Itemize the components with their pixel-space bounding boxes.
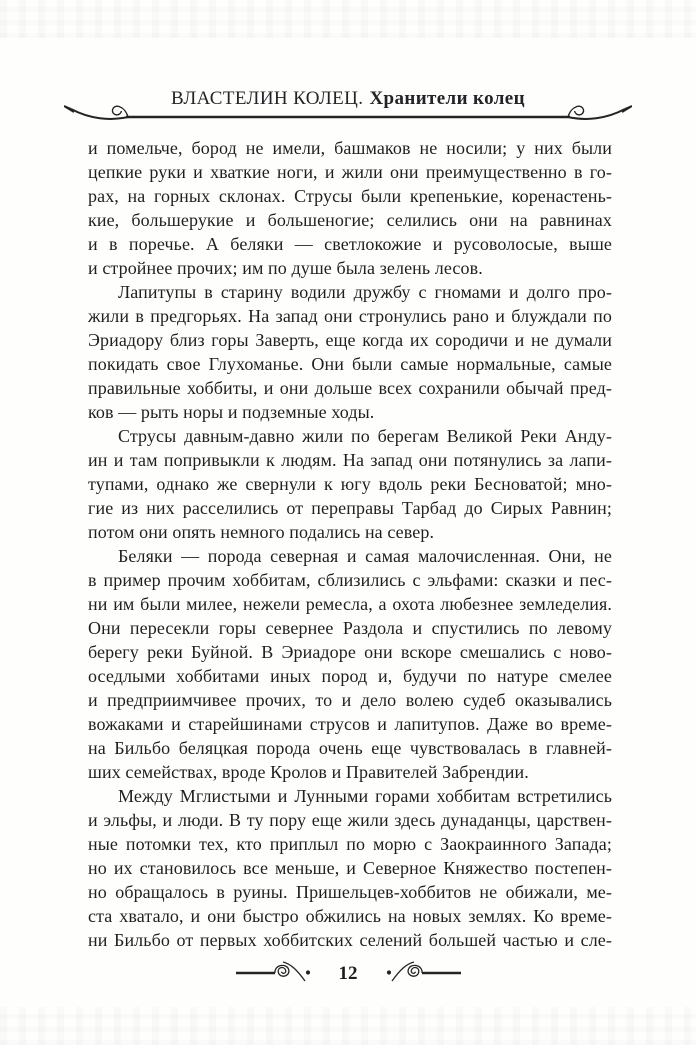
text-line: и в поречье. А беляки — светлокожие и русоволосые, выше xyxy=(88,234,612,254)
scan-noise-bottom xyxy=(0,1007,696,1045)
paragraph xyxy=(88,544,612,784)
text-line: вожаками и старейшинами струсов и лапитупов. Даже во време- xyxy=(88,714,612,734)
paragraph xyxy=(88,136,612,280)
text-line: цепкие руки и хваткие ноги, и жили они преимущественно в го- xyxy=(88,162,612,182)
text-line: оседлыми хоббитами иных пород и, будучи по натуре смелее xyxy=(88,666,612,686)
text-line: правильные хоббиты, и они дольше всех сохранили обычай пред- xyxy=(88,378,612,398)
text-line: и стройнее прочих; им по душе была зелень лесов. xyxy=(88,258,483,278)
text-line: рах, на горных склонах. Струсы были крепенькие, коренастень- xyxy=(88,186,612,206)
paragraph xyxy=(88,784,612,952)
text-line: тупами, однако же свернули к югу вдоль реки Бесноватой; мно- xyxy=(88,474,612,494)
page-footer xyxy=(0,956,696,992)
text-line: жили в предгорьях. На запад они стронулись рано и блуждали по xyxy=(88,306,612,326)
text-line: ков — рыть норы и подземные ходы. xyxy=(88,402,375,422)
text-line: ни им были милее, нежели ремесла, а охота любезнее земледелия. xyxy=(88,594,612,614)
scan-noise-top xyxy=(0,0,696,38)
series-title: ВЛАСТЕЛИН КОЛЕЦ. xyxy=(171,88,364,109)
text-line: Беляки — порода северная и самая малочисленная. Они, не xyxy=(118,546,612,566)
body-text xyxy=(88,136,612,952)
footer-flourish-left-icon xyxy=(234,956,326,992)
text-line: потом они опять немного подались на север. xyxy=(88,522,435,542)
text-line: гие из них расселились от переправы Тарбад до Сирых Равнин; xyxy=(88,498,612,518)
text-line: ших семействах, вроде Кролов и Правителей Забрендии. xyxy=(88,762,529,782)
text-line: Струсы давным-давно жили по берегам Великой Реки Анду- xyxy=(118,426,612,446)
text-line: ста хватало, и они быстро обжились на новых землях. Ко време- xyxy=(88,906,612,926)
text-line: и помельче, бород не имели, башмаков не носили; у них были xyxy=(88,138,612,158)
text-line: Между Мглистыми и Лунными горами хоббитам встретились xyxy=(118,786,612,806)
text-line: покидать свое Глухоманье. Они были самые нормальные, самые xyxy=(88,354,612,374)
text-line: Лапитупы в старину водили дружбу с гномами и долго про- xyxy=(118,282,612,302)
text-line: ин и там попривыкли к людям. На запад они потянулись за лапи- xyxy=(88,450,612,470)
header-flourish-rule-icon xyxy=(64,96,632,132)
paragraph xyxy=(88,280,612,424)
text-line: Они пересекли горы севернее Раздола и спустились по левому xyxy=(88,618,612,638)
text-line: но их становилось все меньше, и Северное Княжество постепен- xyxy=(88,858,612,878)
text-line: Эриадору близ горы Заверть, еще когда их сородичи и не думали xyxy=(88,330,612,350)
paragraph xyxy=(88,424,612,544)
text-line: на Бильбо беляцкая порода очень еще чувствовалась в главней- xyxy=(88,738,612,758)
text-line: ные потомки тех, кто приплыл по морю с Заокраинного Запада; xyxy=(88,834,612,854)
page-number: 12 xyxy=(338,963,358,984)
text-line: и предприимчивее прочих, то и дело волею судеб оказывались xyxy=(88,690,612,710)
text-line: ни Бильбо от первых хоббитских селений большей частью и сле- xyxy=(88,930,612,950)
text-line: в пример прочим хоббитам, сблизились с эльфами: сказки и пес- xyxy=(88,570,612,590)
footer-flourish-right-icon xyxy=(371,956,463,992)
text-line: и эльфы, и люди. В ту пору еще жили здесь дунаданцы, царствен- xyxy=(88,810,612,830)
text-line: берегу реки Буйной. В Эриадоре они вскоре смешались с ново- xyxy=(88,642,612,662)
text-line: но обращалось в руины. Пришельцев-хоббитов не обижали, ме- xyxy=(88,882,612,902)
text-line: кие, большерукие и большеногие; селились они на равнинах xyxy=(88,210,612,230)
chapter-title: Хранители колец xyxy=(369,88,525,109)
